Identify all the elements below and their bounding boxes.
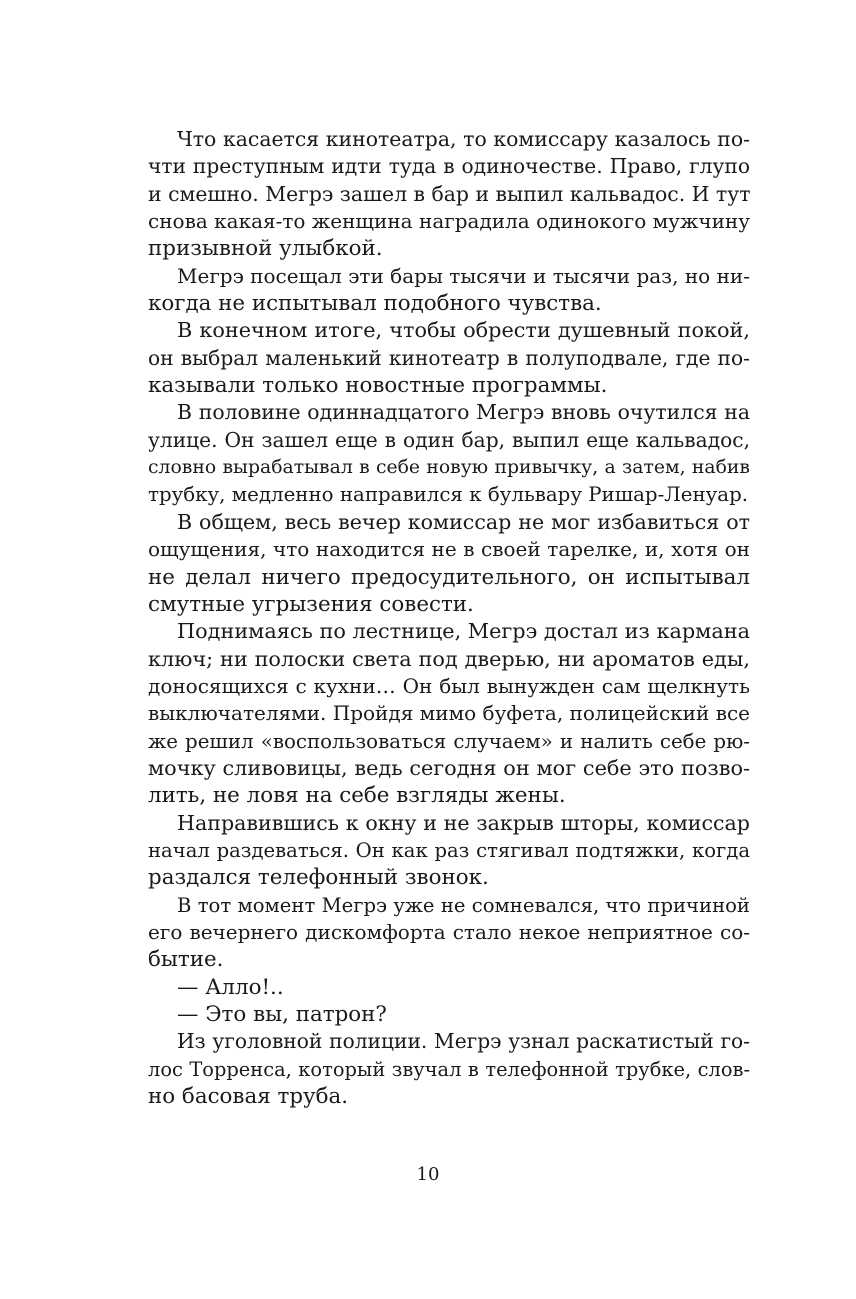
text-line: казывали только новостные программы. [148,373,608,399]
text-line: словно вырабатывал в себе новую привычку, а затем, набив [148,457,750,479]
text-line: ключ; ни полоски света под дверью, ни ароматов еды, [148,646,750,671]
text-line: начал раздеваться. Он как раз стягивал подтяжки, когда [148,838,750,862]
text-line: Что касается кинотеатра, то комиссару казалось по- [177,127,750,151]
text-line: раздался телефонный звонок. [148,865,489,891]
text-line: лос Торренса, который звучал в телефонной трубке, слов- [148,1057,750,1081]
paragraph [148,126,750,263]
text-line: Поднимаясь по лестнице, Мегрэ достал из кармана [177,619,750,644]
text-line: трубку, медленно направился к бульвару Ришар-Ленуар. [148,483,749,507]
text-line: улице. Он зашел еще в один бар, выпил еще кальвадос, [148,427,750,452]
paragraph [148,263,750,318]
text-line: ощущения, что находится не в своей тарелке, и, хотя он [148,537,750,562]
paragraph [148,317,750,399]
text-line: В половине одиннадцатого Мегрэ вновь очутился на [177,400,750,425]
page-number: 10 [416,1164,440,1185]
paragraph [148,399,750,508]
text-line: В общем, весь вечер комиссар не мог избавиться от [177,509,750,534]
text-line: когда не испытывал подобного чувства. [148,291,602,317]
text-line: Мегрэ посещал эти бары тысячи и тысячи раз, но ни- [177,263,750,288]
text-line: выключателями. Пройдя мимо буфета, полицейский все [148,701,750,726]
text-line: но басовая труба. [148,1084,349,1110]
text-line: чти преступным идти туда в одиночестве. Право, глупо [148,154,750,179]
paragraph [148,1001,750,1028]
paragraph [148,1028,750,1110]
body-text [148,126,750,1110]
text-line: не делал ничего предосудительного, он испытывал [148,564,750,590]
text-line: призывной улыбкой. [148,236,383,262]
text-line: — Алло!.. [177,974,284,1000]
text-line: и смешно. Мегрэ зашел в бар и выпил кальвадос. И тут [148,181,751,206]
text-line: его вечернего дискомфорта стало некое неприятное со- [148,919,750,944]
text-line: смутные угрызения совести. [148,591,474,617]
text-line: бытие. [148,947,224,973]
text-line: мочку сливовицы, ведь сегодня он мог себе это позво- [148,755,750,780]
paragraph [148,509,750,618]
text-line: Направившись к окну и не закрыв шторы, комиссар [177,810,750,835]
text-line: снова какая-то женщина наградила одинокого мужчину [148,209,750,234]
text-line: Из уголовной полиции. Мегрэ узнал раскатистый го- [177,1029,750,1054]
text-line: В тот момент Мегрэ уже не сомневался, что причиной [177,893,750,917]
paragraph [148,974,750,1001]
paragraph [148,810,750,892]
text-line: В конечном итоге, чтобы обрести душевный покой, [177,318,750,343]
text-line: он выбрал маленький кинотеатр в полуподвале, где по- [148,345,750,370]
paragraph [148,892,750,974]
text-line: лить, не ловя на себе взгляды жены. [148,783,566,809]
text-line: же решил «воспользоваться случаем» и налить себе рю- [148,729,750,753]
paragraph [148,618,750,809]
text-line: доносящихся с кухни… Он был вынужден сам щелкнуть [148,673,750,698]
text-line: — Это вы, патрон? [177,1002,387,1027]
